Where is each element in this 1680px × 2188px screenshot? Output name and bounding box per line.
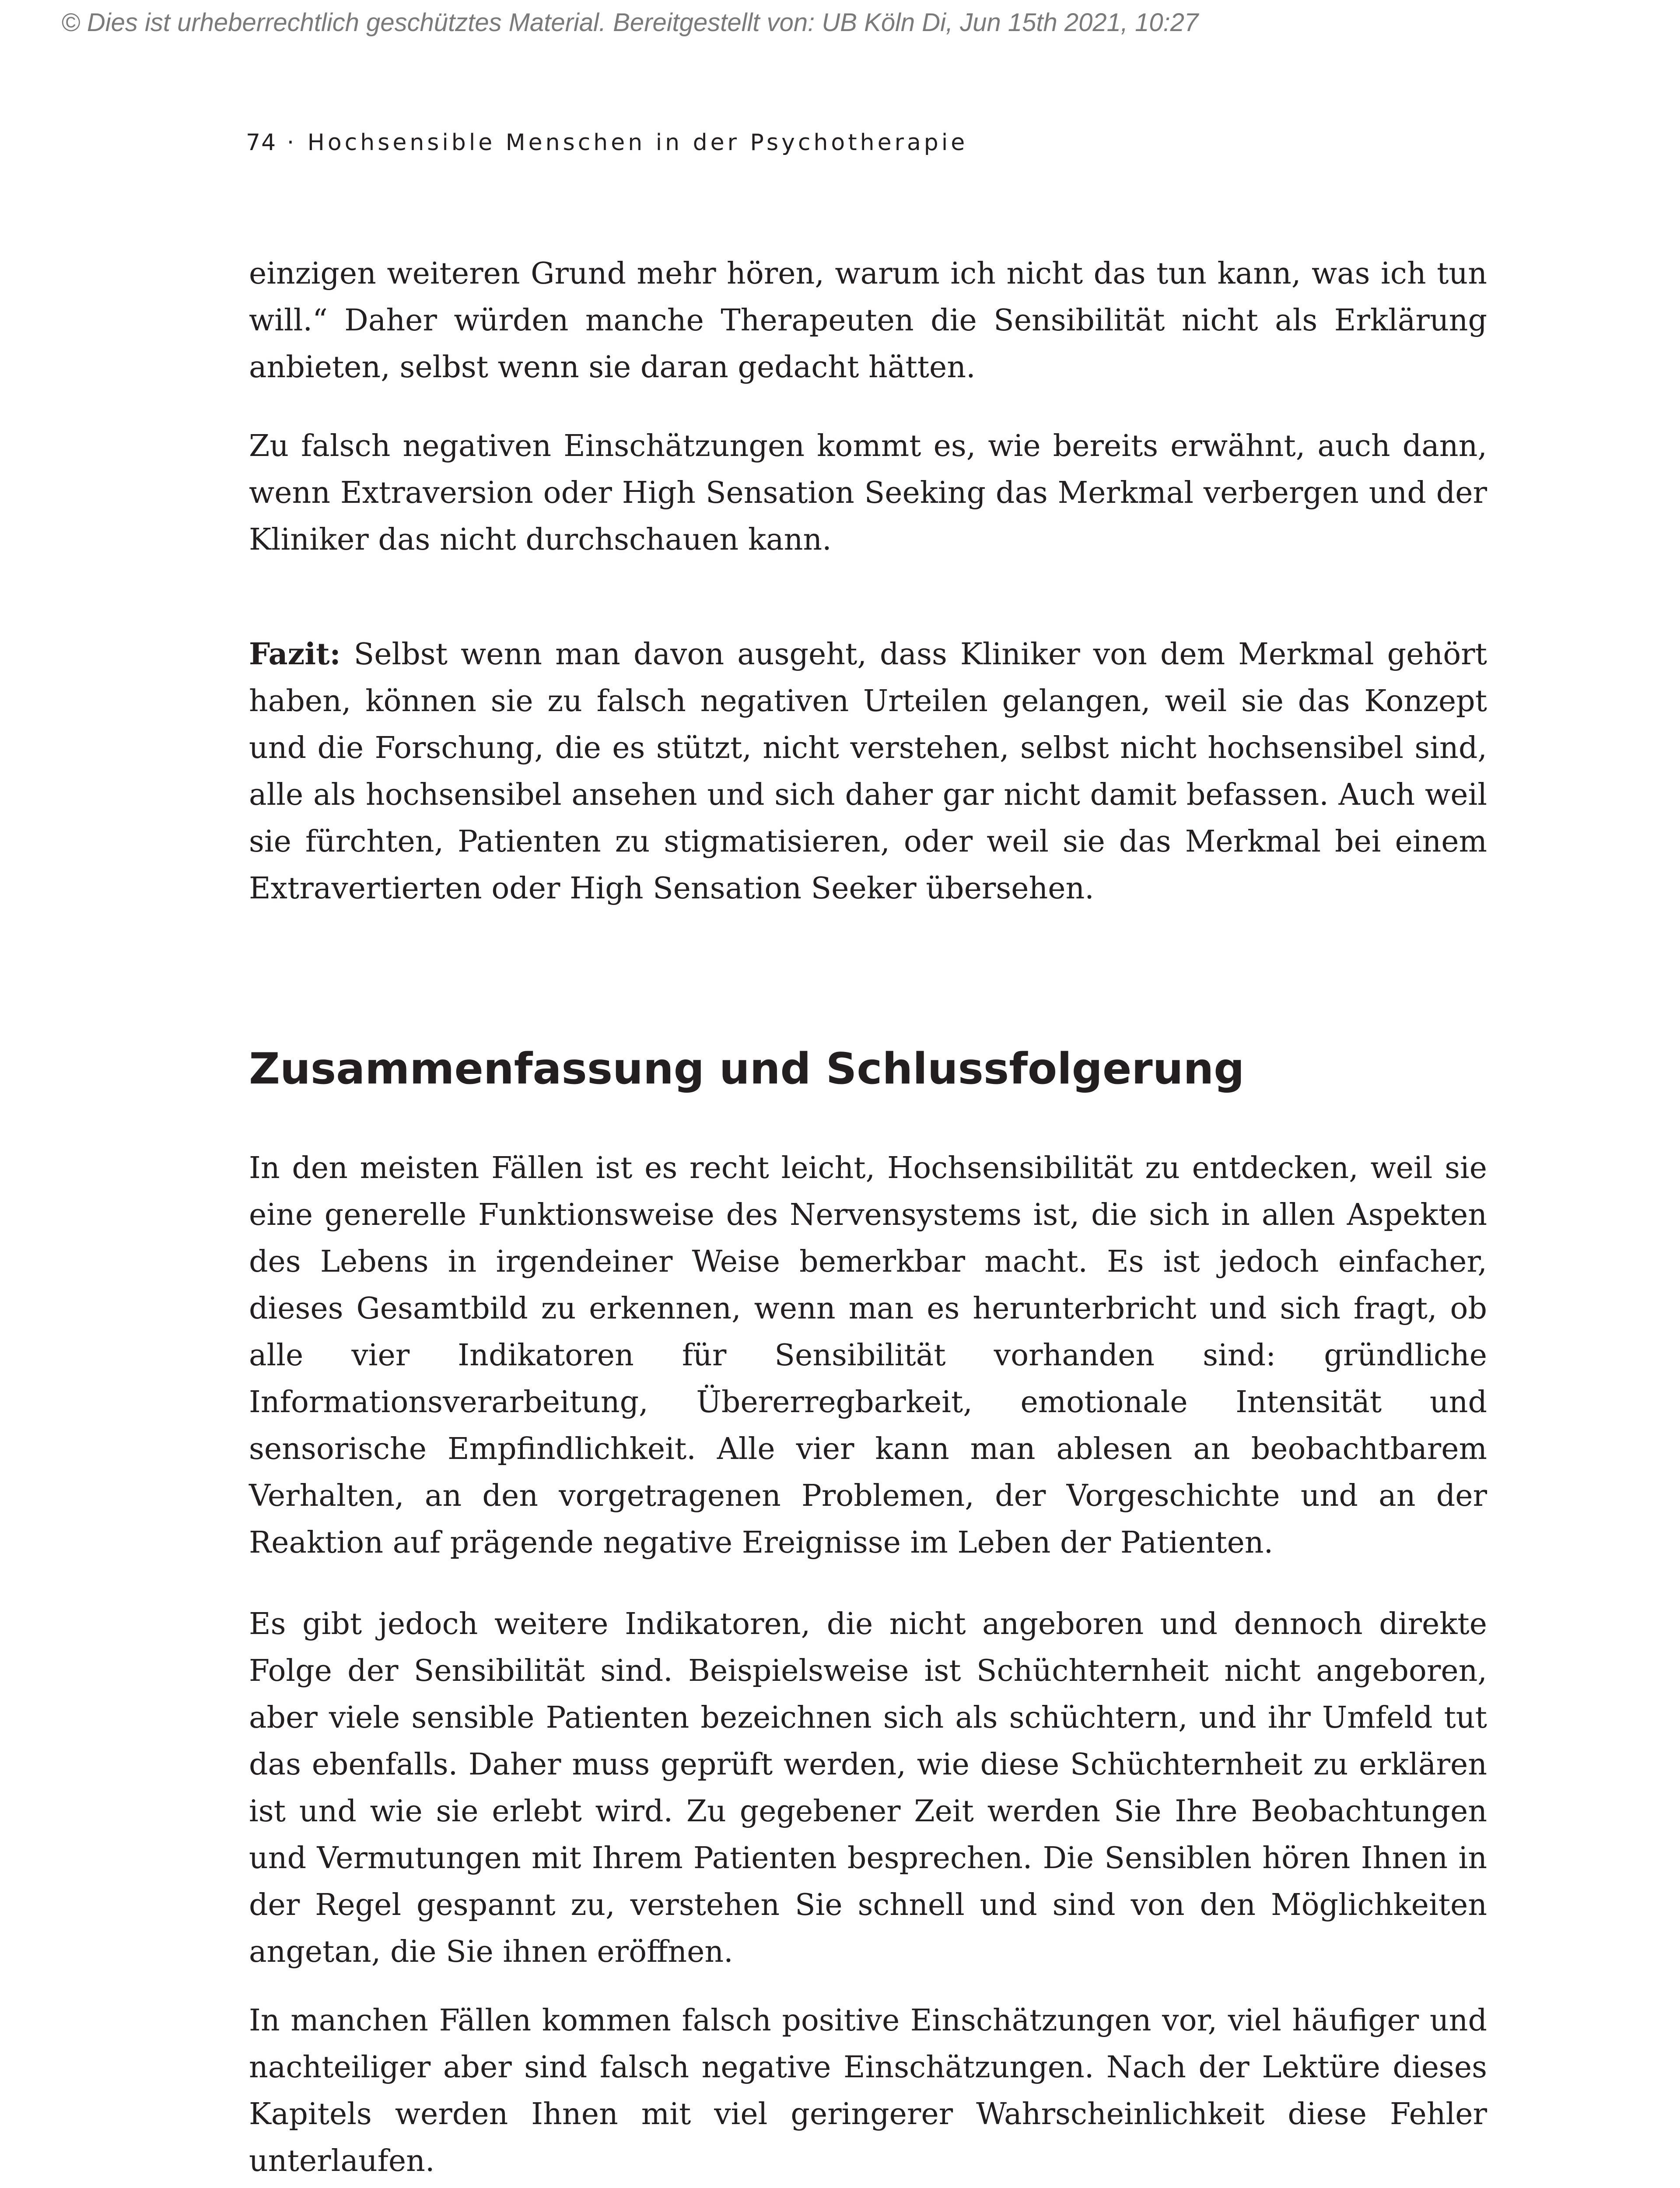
fazit-label: Fazit:: [249, 637, 341, 672]
running-title: Hochsensible Menschen in der Psychotherapie: [307, 130, 968, 156]
paragraph-text: In den meisten Fällen ist es recht leicht, Hochsensibilität zu entdecken, weil sie eine generelle Funktionsweise des Nervensystems ist, die sich in allen Aspekten des Lebens in irgendeiner Weise bemerkbar macht. Es ist jedoch einfacher, dieses Gesamtbild zu erkennen, wenn man es herunterbricht und sich fragt, ob alle vier Indikatoren für Sensibilität vorhanden sind: gründliche Informationsverarbeitung, Übererregbarkeit, emotionale Intensität und sensorische Empfindlichkeit. Alle vier kann man ablesen an beobachtbarem Verhalten, an den vorgetragenen Problemen, der Vorgeschichte und an der Reaktion auf prägende negative Ereignisse im Leben der Patienten.: [249, 1151, 1487, 1560]
fazit-paragraph: [249, 631, 1487, 912]
fazit-text: Selbst wenn man davon ausgeht, dass Kliniker von dem Merkmal gehört haben, können sie zu falsch negativen Urteilen gelangen, weil sie das Konzept und die Forschung, die es stützt, nicht verstehen, selbst nicht hochsensibel sind, alle als hochsensibel ansehen und sich daher gar nicht damit befassen. Auch weil sie fürchten, Patienten zu stigmatisieren, oder weil sie das Merkmal bei einem Extravertierten oder High Sensation Seeker übersehen.: [249, 637, 1487, 906]
body-paragraph-3: [249, 1145, 1487, 1566]
paragraph-text: In manchen Fällen kommen falsch positive Einschätzungen vor, viel häufiger und nachteiliger aber sind falsch negative Einschätzungen. Nach der Lektüre dieses Kapitels werden Ihnen mit viel geringerer Wahrscheinlichkeit diese Fehler unterlaufen.: [249, 2003, 1487, 2178]
body-paragraph-2: [249, 423, 1487, 563]
fazit-content: [249, 631, 1487, 912]
section-heading: Zusammenfassung und Schlussfolgerung: [249, 1044, 1245, 1094]
copyright-notice: © Dies ist urheberrechtlich geschütztes Material. Bereitgestellt von: UB Köln Di, Jun 15th 2021, 10:27: [61, 8, 1199, 37]
running-header: [246, 130, 968, 156]
header-separator: ·: [287, 130, 298, 156]
paragraph-text: einzigen weiteren Grund mehr hören, warum ich nicht das tun kann, was ich tun will.“ Daher würden manche Therapeuten die Sensibilität nicht als Erklärung anbieten, selbst wenn sie daran gedacht hätten.: [249, 256, 1487, 385]
body-paragraph-1: [249, 250, 1487, 391]
body-paragraph-4: [249, 1601, 1487, 1975]
paragraph-text: Es gibt jedoch weitere Indikatoren, die nicht angeboren und dennoch direkte Folge der Sensibilität sind. Beispielsweise ist Schüchternheit nicht angeboren, aber viele sensible Patienten bezeichnen sich als schüchtern, und ihr Umfeld tut das ebenfalls. Daher muss geprüft werden, wie diese Schüchternheit zu erklären ist und wie sie erlebt wird. Zu gegebener Zeit werden Sie Ihre Beobachtungen und Vermutungen mit Ihrem Patienten besprechen. Die Sensiblen hören Ihnen in der Regel gespannt zu, verstehen Sie schnell und sind von den Möglichkeiten angetan, die Sie ihnen eröffnen.: [249, 1607, 1487, 1969]
paragraph-text: Zu falsch negativen Einschätzungen kommt es, wie bereits erwähnt, auch dann, wenn Extraversion oder High Sensation Seeking das Merkmal verbergen und der Kliniker das nicht durchschauen kann.: [249, 429, 1487, 557]
page-number: 74: [246, 130, 277, 156]
body-paragraph-5: [249, 1997, 1487, 2184]
